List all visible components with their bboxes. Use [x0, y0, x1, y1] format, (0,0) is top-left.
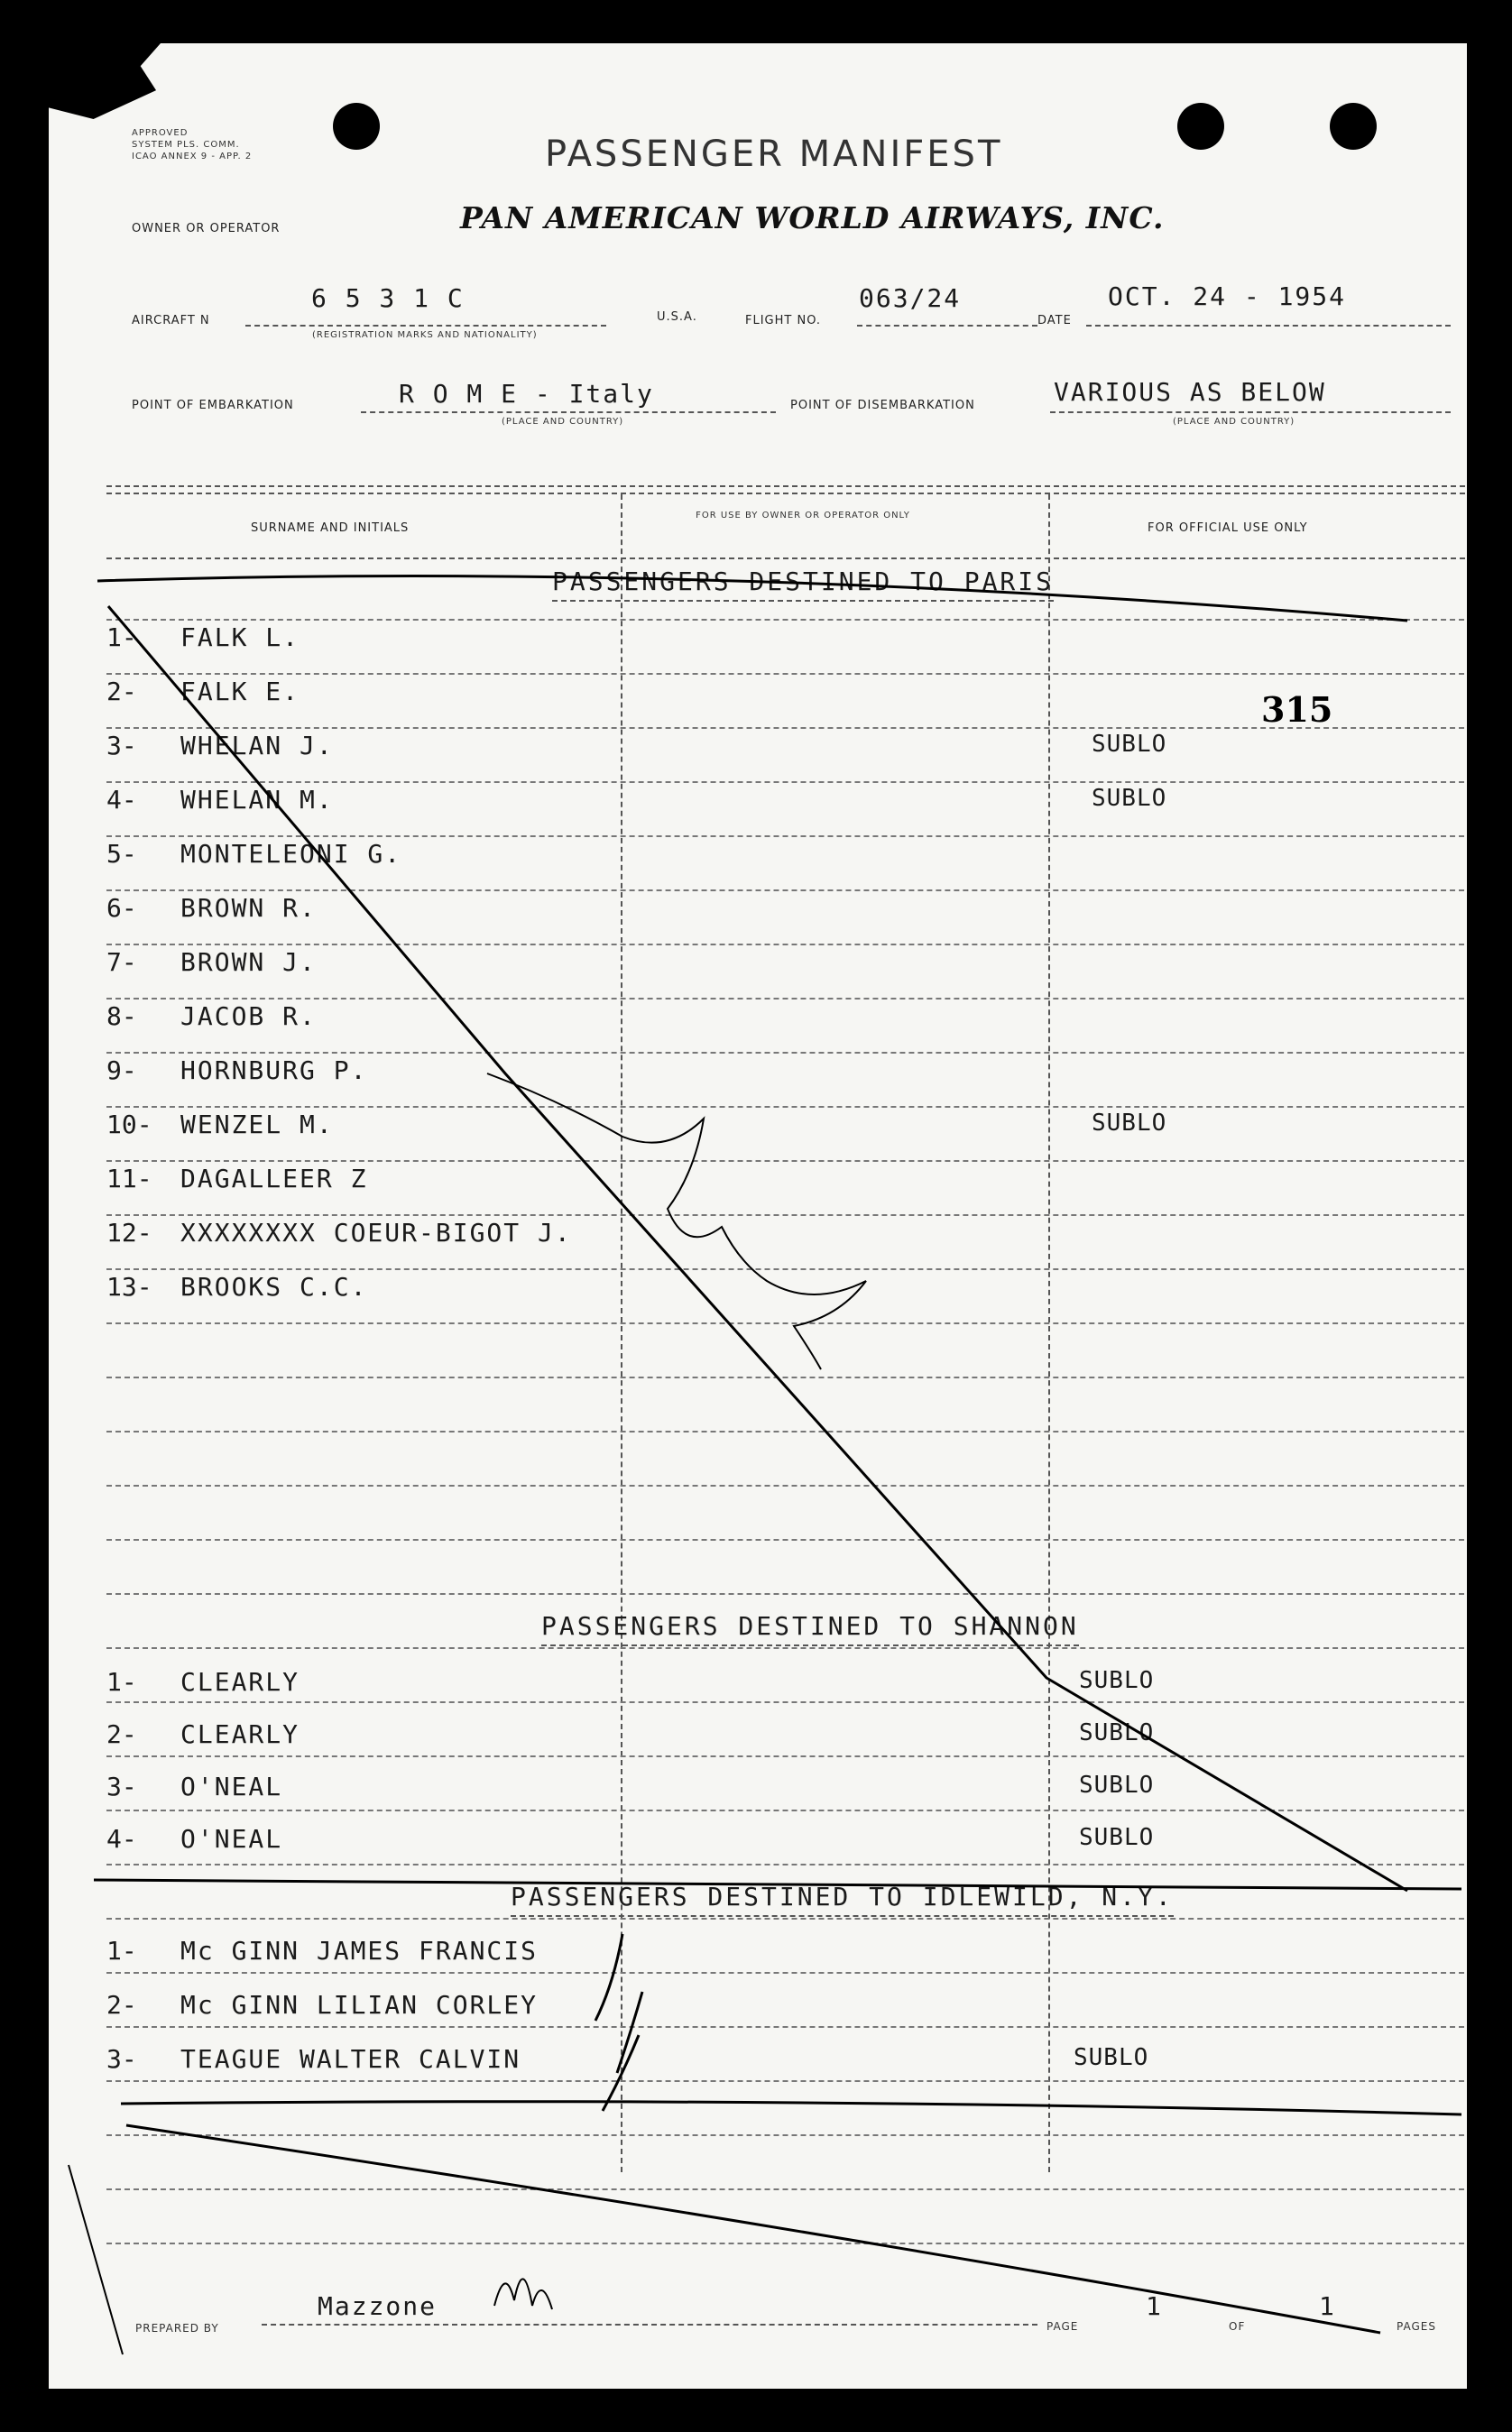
row-number: 12- [106, 1218, 152, 1248]
official-note: SUBLO [1092, 731, 1167, 758]
passenger-name: DAGALLEER Z [180, 1164, 368, 1193]
row-number: 1- [106, 1936, 137, 1966]
row-number: 7- [106, 947, 137, 977]
of-label: OF [1229, 2320, 1246, 2333]
prepared-label: PREPARED BY [135, 2322, 219, 2335]
official-note: SUBLO [1079, 1667, 1155, 1694]
passenger-name: JACOB R. [180, 1001, 317, 1031]
passenger-name: CLEARLY [180, 1667, 300, 1697]
section-heading-shannon: PASSENGERS DESTINED TO SHANNON [541, 1611, 1079, 1641]
passenger-name: FALK L. [180, 622, 300, 652]
official-note: SUBLO [1079, 1719, 1155, 1746]
strikethrough-line [94, 1880, 1461, 1889]
row-number: 4- [106, 1824, 137, 1854]
diagonal-cancel-line [126, 2125, 1380, 2333]
row-number: 5- [106, 839, 137, 869]
official-note: SUBLO [1079, 1824, 1155, 1851]
row-number: 11- [106, 1164, 152, 1193]
passenger-name: WHELAN M. [180, 785, 334, 815]
of-value: 1 [1319, 2291, 1336, 2321]
passenger-name: Mc GINN JAMES FRANCIS [180, 1936, 539, 1966]
strikethrough-line [97, 576, 1407, 622]
row-number: 13- [106, 1272, 152, 1302]
embark-value: R O M E - Italy [399, 379, 654, 409]
registration-caption: (REGISTRATION MARKS AND NATIONALITY) [312, 330, 538, 340]
passenger-name: MONTELEONI G. [180, 839, 402, 869]
check-mark [595, 1934, 622, 2021]
date-value: OCT. 24 - 1954 [1108, 281, 1347, 311]
row-number: 6- [106, 893, 137, 923]
diagonal-cancel-line [108, 606, 1407, 1891]
passenger-name: HORNBURG P. [180, 1055, 368, 1085]
row-number: 4- [106, 785, 137, 815]
handwritten-initials [494, 2279, 552, 2309]
stamp-number: 315 [1261, 689, 1333, 730]
prepared-value: Mazzone [318, 2291, 438, 2321]
pages-label: PAGES [1397, 2320, 1436, 2333]
page-value: 1 [1146, 2291, 1163, 2321]
passenger-name: CLEARLY [180, 1719, 300, 1749]
row-number: 1- [106, 1667, 137, 1697]
passenger-name: XXXXXXXX COEUR-BIGOT J. [180, 1218, 572, 1248]
passenger-name: Mc GINN LILIAN CORLEY [180, 1990, 539, 2020]
row-number: 2- [106, 1990, 137, 2020]
aircraft-value: 6 5 3 1 C [311, 283, 465, 313]
column-header-official: FOR OFFICIAL USE ONLY [1148, 521, 1308, 535]
disembark-value: VARIOUS AS BELOW [1054, 377, 1326, 407]
passenger-name: WHELAN J. [180, 731, 334, 760]
passenger-name: FALK E. [180, 677, 300, 706]
row-number: 3- [106, 2044, 137, 2074]
flight-value: 063/24 [859, 283, 962, 313]
passenger-name: BROWN J. [180, 947, 317, 977]
column-header-owner: FOR USE BY OWNER OR OPERATOR ONLY [696, 511, 910, 520]
embark-caption: (PLACE AND COUNTRY) [502, 417, 624, 427]
usa-label: U.S.A. [657, 310, 697, 324]
flight-label: FLIGHT NO. [745, 314, 822, 327]
approval-line: SYSTEM PLS. COMM. [132, 140, 240, 150]
section-heading-idlewild: PASSENGERS DESTINED TO IDLEWILD, N.Y. [511, 1882, 1174, 1912]
row-number: 1- [106, 622, 137, 652]
date-label: DATE [1037, 314, 1072, 327]
column-header-surname: SURNAME AND INITIALS [251, 521, 410, 535]
official-note: SUBLO [1079, 1772, 1155, 1799]
passenger-name: BROWN R. [180, 893, 317, 923]
passenger-name: WENZEL M. [180, 1110, 334, 1139]
check-mark [617, 1992, 642, 2073]
disembark-caption: (PLACE AND COUNTRY) [1173, 417, 1295, 427]
owner-value: PAN AMERICAN WORLD AIRWAYS, INC. [460, 200, 1165, 235]
row-number: 9- [106, 1055, 137, 1085]
official-note: SUBLO [1092, 1110, 1167, 1137]
row-number: 2- [106, 1719, 137, 1749]
disembark-label: POINT OF DISEMBARKATION [790, 399, 975, 412]
passenger-name: BROOKS C.C. [180, 1272, 368, 1302]
passenger-name: O'NEAL [180, 1824, 283, 1854]
strikethrough-line [121, 2102, 1461, 2114]
owner-label: OWNER OR OPERATOR [132, 222, 281, 235]
passenger-name: O'NEAL [180, 1772, 283, 1801]
row-number: 8- [106, 1001, 137, 1031]
approval-line: APPROVED [132, 128, 189, 138]
page-title: PASSENGER MANIFEST [545, 134, 1003, 175]
row-number: 10- [106, 1110, 152, 1139]
row-number: 3- [106, 1772, 137, 1801]
aircraft-label: AIRCRAFT N [132, 314, 210, 327]
section-heading-paris: PASSENGERS DESTINED TO PARIS [552, 567, 1055, 596]
approval-line: ICAO ANNEX 9 - APP. 2 [132, 152, 253, 161]
official-note: SUBLO [1074, 2044, 1149, 2071]
row-number: 3- [106, 731, 137, 760]
official-note: SUBLO [1092, 785, 1167, 812]
row-number: 2- [106, 677, 137, 706]
check-mark [603, 2035, 639, 2111]
embark-label: POINT OF EMBARKATION [132, 399, 294, 412]
page-label: PAGE [1046, 2320, 1079, 2333]
passenger-name: TEAGUE WALTER CALVIN [180, 2044, 521, 2074]
left-margin-line [69, 2165, 123, 2354]
